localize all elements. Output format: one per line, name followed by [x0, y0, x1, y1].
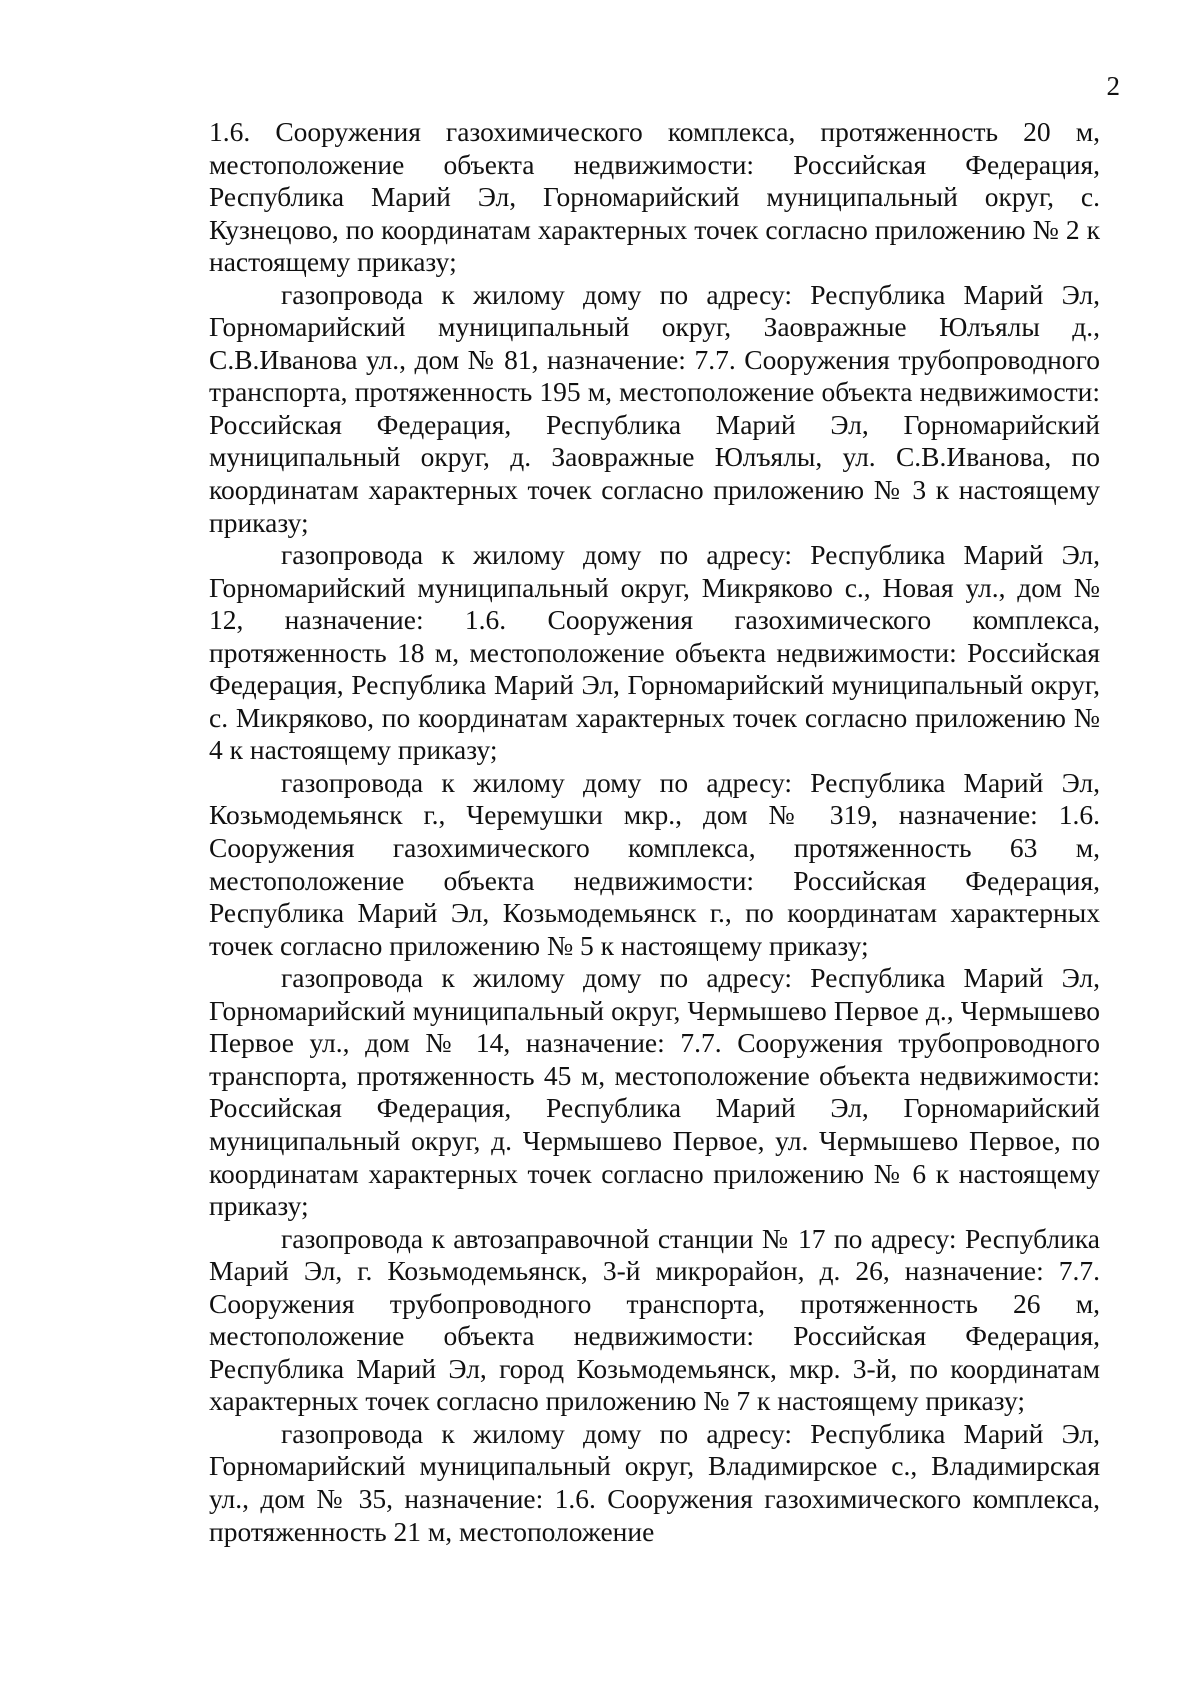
paragraph-item: газопровода к жилому дому по адресу: Республика Марий Эл, Козьмодемьянск г., Черемушки мкр., дом № 319, назначение: 1.6. Сооружения газохимического комплекса, протяженность 63 м, местоположение объекта недвижимости: Российская Федерация, Республика Марий Эл, Козьмодемьянск г., по координатам характерных точек согласно приложению № 5 к настоящему приказу; [209, 766, 1100, 961]
paragraph-item: газопровода к автозаправочной станции № 17 по адресу: Республика Марий Эл, г. Козьмодемьянск, 3-й микрорайон, д. 26, назначение: 7.7. Сооружения трубопроводного транспорта, протяженность 26 м, местоположение объекта недвижимости: Российская Федерация, Республика Марий Эл, город Козьмодемьянск, мкр. 3-й, по координатам характерных точек согласно приложению № 7 к настоящему приказу; [209, 1222, 1100, 1417]
paragraph-item: газопровода к жилому дому по адресу: Республика Марий Эл, Горномарийский муниципальный округ, Чермышево Первое д., Чермышево Первое ул., дом № 14, назначение: 7.7. Сооружения трубопроводного транспорта, протяженность 45 м, местоположение объекта недвижимости: Российская Федерация, Республика Марий Эл, Горномарийский муниципальный округ, д. Чермышево Первое, ул. Чермышево Первое, по координатам характерных точек согласно приложению № 6 к настоящему приказу; [209, 962, 1100, 1222]
page-number: 2 [1106, 71, 1120, 101]
document-body [209, 116, 1100, 1548]
paragraph-item: газопровода к жилому дому по адресу: Республика Марий Эл, Горномарийский муниципальный округ, Владимирское с., Владимирская ул., дом № 35, назначение: 1.6. Сооружения газохимического комплекса, протяженность 21 м, местоположение [209, 1417, 1100, 1547]
paragraph-item: газопровода к жилому дому по адресу: Республика Марий Эл, Горномарийский муниципальный округ, Микряково с., Новая ул., дом № 12, назначение: 1.6. Сооружения газохимического комплекса, протяженность 18 м, местоположение объекта недвижимости: Российская Федерация, Республика Марий Эл, Горномарийский муниципальный округ, с. Микряково, по координатам характерных точек согласно приложению № 4 к настоящему приказу; [209, 539, 1100, 766]
paragraph-item: газопровода к жилому дому по адресу: Республика Марий Эл, Горномарийский муниципальный округ, Заовражные Юлъялы д., С.В.Иванова ул., дом № 81, назначение: 7.7. Сооружения трубопроводного транспорта, протяженность 195 м, местоположение объекта недвижимости: Российская Федерация, Республика Марий Эл, Горномарийский муниципальный округ, д. Заовражные Юлъялы, ул. С.В.Иванова, по координатам характерных точек согласно приложению № 3 к настоящему приказу; [209, 278, 1100, 538]
paragraph-continuation: 1.6. Сооружения газохимического комплекса, протяженность 20 м, местоположение объекта недвижимости: Российская Федерация, Республика Марий Эл, Горномарийский муниципальный округ, с. Кузнецово, по координатам характерных точек согласно приложению № 2 к настоящему приказу; [209, 116, 1100, 278]
